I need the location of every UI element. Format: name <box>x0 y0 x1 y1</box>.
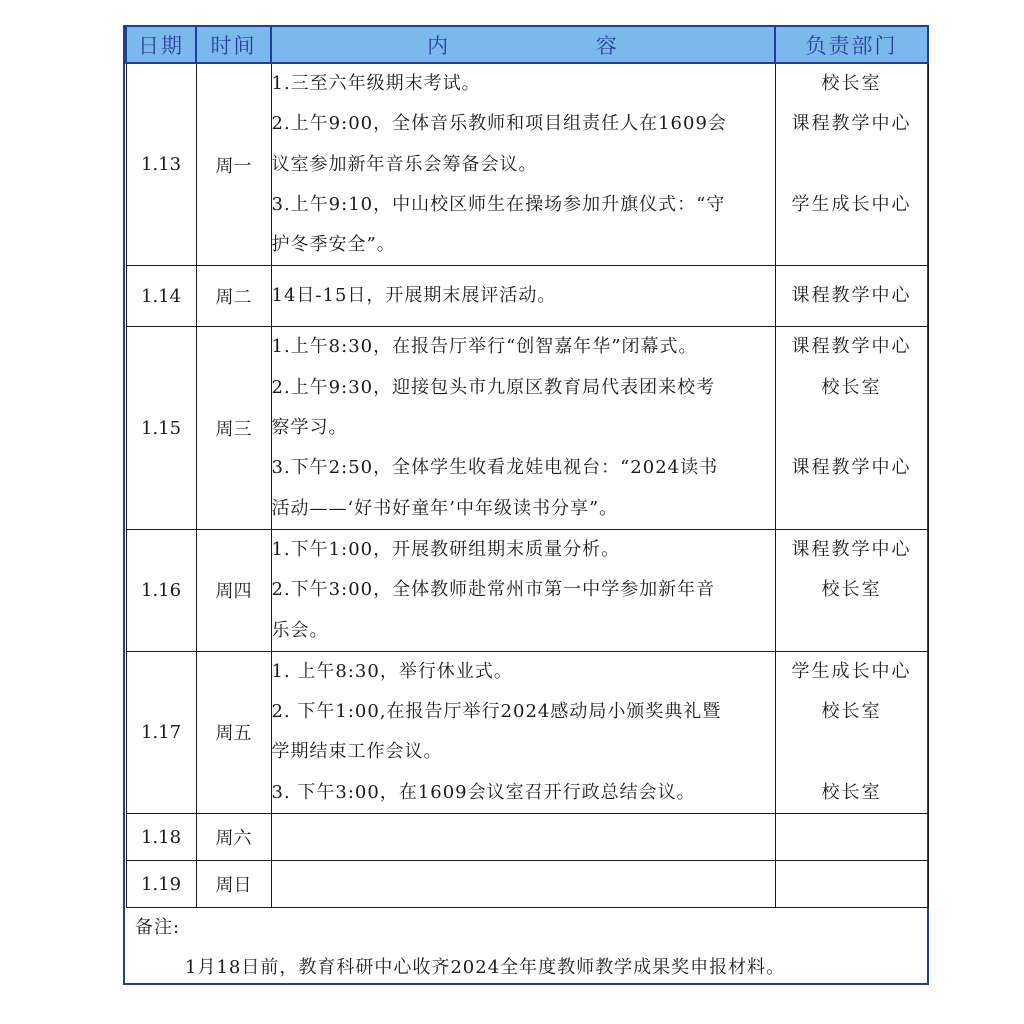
dept-line: 校长室 <box>821 73 882 94</box>
row-dept <box>775 63 928 266</box>
row-date: 1.14 <box>126 266 196 327</box>
table-row <box>126 327 928 529</box>
schedule-table <box>125 27 929 908</box>
row-content <box>271 529 775 651</box>
table-row <box>126 63 928 266</box>
content-line: 察学习。 <box>271 417 348 439</box>
content-line: 14日-15日，开展期末展评活动。 <box>271 285 557 307</box>
content-line: 2. 下午1:00,在报告厅举行2024感动局小颁奖典礼暨 <box>271 701 722 723</box>
notes-section <box>125 903 927 983</box>
dept-line: 课程教学中心 <box>791 113 912 135</box>
row-day: 周六 <box>196 814 271 861</box>
row-day: 周一 <box>196 63 271 266</box>
notes-text: 1月18日前，教育科研中心收齐2024全年度教师教学成果奖申报材料。 <box>185 957 786 978</box>
row-date: 1.19 <box>126 861 196 908</box>
content-line: 2.上午9:00，全体音乐教师和项目组责任人在1609会 <box>271 113 727 135</box>
dept-line: 课程教学中心 <box>791 336 912 358</box>
row-day: 周五 <box>196 651 271 813</box>
content-line: 2.下午3:00，全体教师赴常州市第一中学参加新年音 <box>271 579 716 601</box>
row-dept <box>775 651 928 813</box>
row-date: 1.18 <box>126 814 196 861</box>
table-row <box>126 529 928 651</box>
row-content <box>271 266 775 327</box>
header-row <box>126 27 928 63</box>
row-date: 1.16 <box>126 529 196 651</box>
row-content <box>271 814 775 861</box>
row-content <box>271 327 775 529</box>
row-day: 周日 <box>196 861 271 908</box>
content-line: 议室参加新年音乐会筹备会议。 <box>271 153 538 175</box>
row-date: 1.15 <box>126 327 196 529</box>
dept-line: 课程教学中心 <box>791 457 912 479</box>
header-date: 日期 <box>126 27 196 63</box>
row-dept <box>775 529 928 651</box>
dept-line <box>776 611 928 651</box>
header-dept: 负责部门 <box>775 27 928 63</box>
row-day: 周四 <box>196 529 271 651</box>
header-content <box>271 27 775 63</box>
dept-line: 课程教学中心 <box>791 285 912 307</box>
content-line: 1.三至六年级期末考试。 <box>271 73 481 94</box>
row-dept <box>775 861 928 908</box>
row-dept <box>775 814 928 861</box>
table-row <box>126 861 928 908</box>
content-line: 1. 上午8:30，举行休业式。 <box>271 660 513 682</box>
dept-line: 课程教学中心 <box>791 538 912 560</box>
header-content-right: 容 <box>595 33 619 58</box>
header-content-left: 内 <box>427 33 451 58</box>
dept-line <box>776 408 928 448</box>
dept-line: 校长室 <box>821 579 882 601</box>
dept-line: 校长室 <box>821 781 882 803</box>
table-row <box>126 266 928 327</box>
row-dept <box>775 327 928 529</box>
content-line: 护冬季安全”。 <box>271 234 396 256</box>
content-line: 活动——‘好书好童年’中年级读书分享”。 <box>271 497 619 519</box>
dept-line: 校长室 <box>821 701 882 723</box>
dept-line: 校长室 <box>821 376 882 398</box>
header-time: 时间 <box>196 27 271 63</box>
dept-line <box>776 225 928 265</box>
dept-line <box>776 732 928 772</box>
table-row <box>126 651 928 813</box>
row-content <box>271 861 775 908</box>
content-line: 3.下午2:50，全体学生收看龙娃电视台：“2024读书 <box>271 457 719 479</box>
content-line: 2.上午9:30，迎接包头市九原区教育局代表团来校考 <box>271 376 716 398</box>
table-row <box>126 814 928 861</box>
row-content <box>271 651 775 813</box>
row-date: 1.13 <box>126 63 196 266</box>
schedule-body <box>126 63 928 908</box>
content-line: 乐会。 <box>271 619 329 641</box>
dept-line <box>776 145 928 185</box>
content-line: 学期结束工作会议。 <box>271 741 443 763</box>
dept-line <box>776 489 928 529</box>
row-date: 1.17 <box>126 651 196 813</box>
dept-line: 学生成长中心 <box>791 193 912 215</box>
row-day: 周三 <box>196 327 271 529</box>
content-line: 3.上午9:10，中山校区师生在操场参加升旗仪式：“守 <box>271 193 726 215</box>
content-line: 1.上午8:30，在报告厅举行“创智嘉年华”闭幕式。 <box>271 336 698 358</box>
content-line: 3. 下午3:00，在1609会议室召开行政总结会议。 <box>271 781 696 803</box>
content-line: 1.下午1:00，开展教研组期末质量分析。 <box>271 538 621 560</box>
notes-label: 备注: <box>135 917 181 938</box>
row-content <box>271 63 775 266</box>
row-dept <box>775 266 928 327</box>
row-day: 周二 <box>196 266 271 327</box>
schedule-frame <box>123 25 929 985</box>
dept-line: 学生成长中心 <box>791 660 912 682</box>
